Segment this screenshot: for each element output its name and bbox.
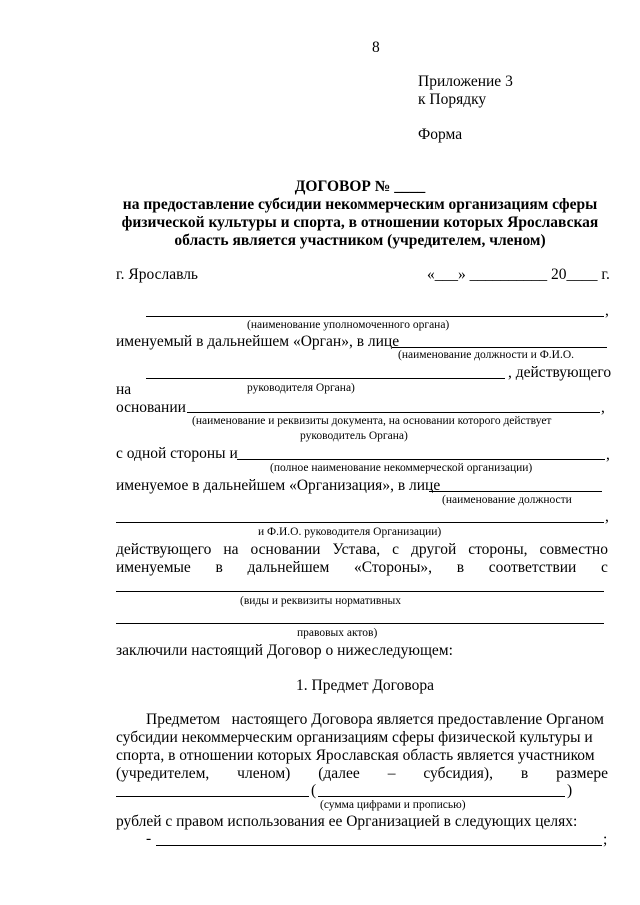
paragraph-line bbox=[116, 765, 608, 783]
word: (далее bbox=[318, 765, 360, 782]
norm-caption-2: правовых актов) bbox=[297, 627, 378, 639]
word: с bbox=[392, 541, 400, 558]
position-line bbox=[392, 347, 607, 348]
word: стороны, bbox=[468, 541, 528, 558]
purpose-line bbox=[156, 845, 602, 846]
close-paren: ) bbox=[567, 782, 573, 799]
appendix-line-1: Приложение 3 bbox=[418, 73, 513, 90]
org-head-caption: и Ф.И.О. руководителя Организации) bbox=[258, 526, 442, 538]
word: с bbox=[601, 559, 608, 576]
section-heading: 1. Предмет Договора bbox=[296, 677, 434, 694]
word: в bbox=[456, 559, 465, 576]
word: совместно bbox=[539, 541, 608, 558]
named-organ-text: именуемый в дальнейшем «Орган», в лице bbox=[116, 333, 400, 350]
fio-line bbox=[146, 378, 505, 379]
sum-caption: (сумма цифрами и прописью) bbox=[320, 799, 466, 811]
org-position-line bbox=[429, 491, 602, 492]
osnovanii-text: основании bbox=[116, 399, 186, 416]
organ-caption: (наименование уполномоченного органа) bbox=[247, 319, 450, 331]
acting-line bbox=[116, 541, 608, 559]
word: действующего bbox=[116, 541, 212, 558]
word: в bbox=[215, 559, 223, 576]
na-text: на bbox=[116, 381, 132, 398]
acting-text: , действующего bbox=[508, 364, 612, 381]
contract-title: ДОГОВОР № ____ bbox=[294, 178, 426, 195]
named-org-text: именуемое в дальнейшем «Организация», в лице bbox=[116, 477, 441, 494]
paragraph-line: субсидии некоммерческим организациям сферы физической культуры и bbox=[116, 729, 593, 746]
amount-digits-line bbox=[116, 796, 309, 797]
contract-subtitle-1: на предоставление субсидии некоммерческим организациям сферы bbox=[122, 196, 598, 213]
rubles-text: рублей с правом использования ее Организацией в следующих целях: bbox=[116, 813, 578, 830]
norm-caption-1: (виды и реквизиты нормативных bbox=[240, 595, 401, 607]
position-caption: (наименование должности и Ф.И.О. bbox=[398, 349, 575, 361]
contract-subtitle-3: область является участником (учредителем, членом) bbox=[174, 232, 546, 249]
page-number: 8 bbox=[372, 39, 380, 56]
semicolon: ; bbox=[603, 831, 608, 848]
paragraph-line: спорта, в отношении которых Ярославская область является участником bbox=[116, 747, 595, 764]
word: – bbox=[387, 765, 396, 782]
word: субсидия), bbox=[423, 765, 493, 782]
word: другой bbox=[411, 541, 457, 558]
open-paren: ( bbox=[311, 782, 317, 799]
contract-date: «___» __________ 20____ г. bbox=[427, 266, 610, 283]
city: г. Ярославль bbox=[116, 266, 198, 283]
word: членом) bbox=[237, 765, 291, 782]
org-fio-line bbox=[116, 522, 604, 523]
word: в bbox=[520, 765, 529, 782]
word: Устава, bbox=[332, 541, 381, 558]
norm-line-1 bbox=[116, 591, 604, 592]
word: основании bbox=[250, 541, 321, 558]
head-caption: руководителя Органа) bbox=[247, 382, 355, 394]
basis-line bbox=[187, 412, 600, 413]
amount-words-line bbox=[318, 796, 565, 797]
contract-subtitle-2: физической культуры и спорта, в отношении которых Ярославская bbox=[121, 214, 599, 231]
dash: - bbox=[146, 830, 152, 847]
nko-caption: (полное наименование некоммерческой организации) bbox=[270, 462, 533, 474]
organ-name-line bbox=[146, 316, 604, 317]
comma: , bbox=[606, 446, 610, 463]
form-label: Форма bbox=[418, 126, 463, 143]
word: размере bbox=[556, 765, 608, 782]
word: на bbox=[223, 541, 239, 558]
word: дальнейшем bbox=[247, 559, 330, 576]
word: соответствии bbox=[488, 559, 577, 576]
doc-caption-2: руководитель Органа) bbox=[300, 430, 408, 442]
nko-name-line bbox=[237, 459, 605, 460]
norm-line-2 bbox=[116, 623, 604, 624]
comma: , bbox=[605, 508, 609, 525]
named-line bbox=[116, 559, 608, 577]
org-position-caption: (наименование должности bbox=[442, 494, 572, 506]
word: именуемые bbox=[116, 559, 191, 576]
one-side-text: с одной стороны и bbox=[116, 445, 238, 462]
doc-caption-1: (наименование и реквизиты документа, на основании которого действует bbox=[192, 415, 552, 427]
comma: , bbox=[605, 302, 609, 319]
concluded-text: заключили настоящий Договор о нижеследующем: bbox=[116, 642, 453, 659]
paragraph-line: Предметом настоящего Договора является предоставление Органом bbox=[146, 711, 604, 728]
word: «Стороны», bbox=[354, 559, 433, 576]
appendix-line-2: к Порядку bbox=[418, 91, 487, 108]
comma: , bbox=[601, 399, 605, 416]
word: (учредителем, bbox=[116, 765, 210, 782]
